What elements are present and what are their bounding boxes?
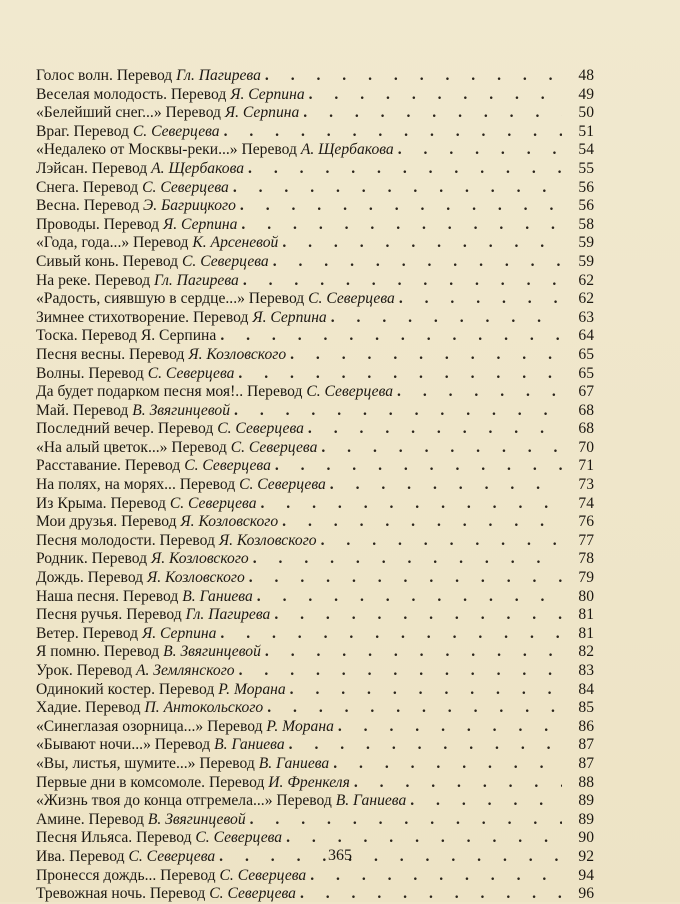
toc-entry: [36, 402, 594, 421]
entry-title: Первые дни в комсомоле. Перевод: [36, 773, 269, 791]
entry-title: Да будет подарком песня моя!.. Перевод: [36, 383, 307, 401]
entry-page-number: 77: [578, 531, 594, 549]
entry-page-number: 48: [578, 67, 594, 84]
entry-title: Последний вечер. Перевод: [36, 420, 218, 438]
entry-page-number: 56: [578, 197, 594, 215]
dot-leader: [282, 234, 562, 253]
entry-page-number: 62: [578, 271, 594, 289]
toc-entry: [36, 625, 594, 644]
entry-title: Песня ручья. Перевод: [36, 606, 186, 624]
dot-leader: [265, 643, 562, 662]
toc-entry: [36, 420, 594, 439]
entry-translator: К. Арсеневой: [192, 234, 279, 252]
entry-title: Враг. Перевод: [36, 122, 133, 140]
entry-page-number: 54: [578, 141, 594, 159]
entry-page-number: 80: [578, 587, 594, 605]
dot-leader: [239, 662, 562, 681]
dot-leader: [261, 495, 563, 514]
entry-page-number: 89: [578, 810, 594, 828]
entry-translator: С. Северцева: [219, 866, 307, 884]
dot-leader: [398, 141, 562, 160]
dot-leader: [290, 681, 562, 700]
entry-translator: С. Северцева: [209, 885, 296, 903]
entry-title: Дождь. Перевод: [36, 569, 147, 587]
dot-leader: [241, 216, 562, 235]
entry-translator: С. Северцева: [306, 383, 394, 401]
toc-entry: [36, 829, 594, 848]
entry-translator: Я. Серпина: [252, 308, 327, 326]
dot-leader: [233, 179, 562, 198]
entry-page-number: 84: [578, 680, 594, 698]
dot-leader: [321, 439, 562, 458]
entry-title: Снега. Перевод: [36, 178, 143, 196]
table-of-contents: [36, 67, 594, 904]
entry-translator: Я. Серпина: [224, 104, 300, 122]
entry-page-number: 89: [578, 792, 594, 810]
entry-translator: Э. Багрицкого: [143, 197, 236, 215]
entry-translator: В. Ганиева: [335, 792, 407, 810]
dot-leader: [282, 513, 562, 532]
dot-leader: [248, 160, 562, 179]
entry-translator: С. Северцева: [182, 252, 269, 270]
toc-entry: [36, 532, 594, 551]
dot-leader: [275, 457, 562, 476]
toc-entry: [36, 309, 594, 328]
entry-translator: С. Северцева: [169, 494, 257, 512]
toc-entry: [36, 606, 594, 625]
entry-page-number: 67: [578, 383, 594, 401]
entry-title: «Белейший снег...» Перевод: [36, 104, 225, 122]
entry-translator: В. Ганиева: [182, 587, 253, 605]
toc-entry: [36, 86, 594, 105]
toc-entry: [36, 365, 594, 384]
entry-page-number: 79: [578, 569, 594, 587]
toc-entry: [36, 755, 594, 774]
entry-title: «Синеглазая озорница...» Перевод: [36, 717, 267, 735]
dot-leader: [250, 811, 562, 830]
toc-entry: [36, 643, 594, 662]
entry-page-number: 56: [578, 178, 594, 196]
entry-page-number: 62: [578, 290, 594, 308]
entry-translator: Я. Серпина: [142, 624, 217, 642]
entry-translator: В. Звягинцевой: [132, 401, 231, 419]
entry-translator: В. Звягинцевой: [163, 643, 261, 661]
entry-title: «Жизнь твоя до конца отгремела...» Перевод: [36, 792, 336, 810]
entry-title: «На алый цветок...» Перевод: [36, 438, 231, 456]
entry-translator: И. Френкеля: [268, 773, 350, 791]
dot-leader: [354, 774, 562, 793]
dot-leader: [220, 625, 562, 644]
toc-entry: [36, 346, 594, 365]
dot-leader: [290, 346, 562, 365]
entry-page-number: 81: [578, 606, 594, 624]
entry-title: Мои друзья. Перевод: [36, 513, 181, 531]
entry-title: Я помню. Перевод: [36, 643, 164, 661]
dot-leader: [330, 476, 562, 495]
entry-page-number: 82: [578, 643, 594, 661]
entry-page-number: 63: [578, 308, 594, 326]
entry-title: «Вы, листья, шумите...» Перевод: [36, 754, 259, 772]
dot-leader: [289, 736, 562, 755]
entry-title: «Бывают ночи...» Перевод: [36, 736, 215, 754]
toc-entry: [36, 811, 594, 830]
dot-leader: [257, 588, 562, 607]
entry-translator: А. Щербакова: [300, 141, 394, 159]
entry-translator: Я. Козловского: [180, 513, 279, 531]
dot-leader: [224, 123, 562, 142]
dot-leader: [321, 532, 562, 551]
entry-page-number: 50: [578, 104, 594, 122]
entry-translator: С. Северцева: [132, 122, 220, 140]
toc-entry: [36, 699, 594, 718]
entry-title: Тоска. Перевод Я. Серпина: [36, 327, 217, 345]
entry-title: Урок. Перевод: [36, 662, 136, 679]
toc-entry: [36, 792, 594, 811]
entry-translator: А. Землянского: [135, 662, 235, 679]
entry-title: Амине. Перевод: [36, 810, 148, 828]
dot-leader: [397, 383, 562, 402]
entry-translator: С. Северцева: [230, 438, 318, 456]
entry-translator: Р. Морана: [218, 680, 286, 698]
toc-entry: [36, 272, 594, 291]
toc-entry: [36, 123, 594, 142]
entry-page-number: 92: [578, 847, 594, 865]
dot-leader: [410, 792, 562, 811]
entry-title: «Года, года...» Перевод: [36, 234, 193, 252]
dot-leader: [267, 699, 562, 718]
entry-page-number: 86: [578, 717, 594, 735]
toc-entry: [36, 476, 594, 495]
toc-entry: [36, 197, 594, 216]
entry-title: Хадие. Перевод: [36, 699, 145, 717]
entry-page-number: 59: [578, 252, 594, 270]
entry-page-number: 87: [578, 736, 594, 754]
dot-leader: [300, 885, 562, 904]
entry-page-number: 55: [578, 159, 594, 177]
entry-title: «Радость, сиявшую в сердце...» Перевод: [36, 290, 309, 308]
toc-entry: [36, 569, 594, 588]
dot-leader: [331, 309, 562, 328]
dot-leader: [309, 86, 562, 105]
entry-translator: С. Северцева: [128, 847, 216, 865]
dot-leader: [274, 606, 562, 625]
entry-title: Песня весны. Перевод: [36, 345, 189, 363]
entry-translator: Гл. Пагирева: [176, 67, 261, 84]
entry-title: Песня молодости. Перевод: [36, 531, 219, 549]
toc-entry: [36, 141, 594, 160]
entry-page-number: 87: [578, 754, 594, 772]
entry-title: Песня Ильяса. Перевод: [36, 829, 196, 847]
dot-leader: [238, 365, 562, 384]
toc-entry: [36, 718, 594, 737]
dot-leader: [310, 867, 562, 886]
entry-translator: Гл. Пагирева: [154, 271, 239, 289]
entry-title: «Недалеко от Москвы-реки...» Перевод: [36, 141, 301, 159]
toc-entry: [36, 104, 594, 123]
dot-leader: [338, 718, 562, 737]
entry-page-number: 85: [578, 699, 594, 717]
entry-page-number: 76: [578, 513, 594, 531]
entry-page-number: 71: [578, 457, 594, 475]
entry-translator: С. Северцева: [239, 476, 326, 494]
toc-entry: [36, 588, 594, 607]
toc-entry: [36, 774, 594, 793]
toc-entry: [36, 736, 594, 755]
dot-leader: [333, 755, 562, 774]
entry-page-number: 70: [578, 438, 594, 456]
entry-translator: С. Северцева: [147, 364, 235, 382]
entry-translator: В. Звягинцевой: [147, 810, 246, 828]
toc-entry: [36, 253, 594, 272]
entry-page-number: 96: [578, 885, 594, 903]
entry-translator: Р. Морана: [266, 717, 334, 735]
entry-page-number: 51: [578, 122, 594, 140]
page-number: 365: [328, 847, 352, 864]
entry-page-number: 65: [578, 345, 594, 363]
entry-translator: Я. Серпина: [163, 215, 238, 233]
entry-page-number: 58: [578, 215, 594, 233]
entry-title: Одинокий костер. Перевод: [36, 680, 219, 698]
entry-title: Весна. Перевод: [36, 197, 144, 215]
entry-translator: Я. Козловского: [150, 550, 249, 568]
entry-title: Май. Перевод: [36, 401, 133, 419]
dot-leader: [249, 569, 562, 588]
entry-title: Веселая молодость. Перевод: [36, 85, 231, 103]
entry-translator: С. Северцева: [142, 178, 229, 196]
toc-entry: [36, 457, 594, 476]
entry-translator: С. Северцева: [195, 829, 283, 847]
toc-entry: [36, 550, 594, 569]
entry-title: Голос волн. Перевод: [36, 67, 177, 84]
entry-title: Родник. Перевод: [36, 550, 151, 568]
dot-leader: [220, 327, 562, 346]
toc-entry: [36, 216, 594, 235]
toc-entry: [36, 513, 594, 532]
entry-title: Из Крыма. Перевод: [36, 494, 170, 512]
entry-page-number: 68: [578, 420, 594, 438]
toc-entry: [36, 327, 594, 346]
dot-leader: [253, 550, 562, 569]
entry-page-number: 73: [578, 476, 594, 494]
toc-entry: [36, 67, 594, 86]
dot-leader: [265, 67, 562, 86]
entry-title: Ива. Перевод: [36, 847, 129, 865]
entry-translator: П. Антокольского: [144, 699, 264, 717]
dot-leader: [399, 290, 562, 309]
entry-page-number: 83: [578, 662, 594, 679]
toc-entry: [36, 495, 594, 514]
entry-translator: Я. Козловского: [218, 531, 317, 549]
dot-leader: [303, 104, 562, 123]
dot-leader: [240, 197, 562, 216]
entry-title: Волны. Перевод: [36, 364, 148, 382]
toc-entry: [36, 383, 594, 402]
toc-entry: [36, 439, 594, 458]
entry-page-number: 74: [578, 494, 594, 512]
entry-translator: С. Северцева: [184, 457, 271, 475]
toc-entry: [36, 681, 594, 700]
toc-entry: [36, 179, 594, 198]
entry-page-number: 68: [578, 401, 594, 419]
entry-page-number: 94: [578, 866, 594, 884]
entry-title: Ветер. Перевод: [36, 624, 142, 642]
entry-translator: А. Щербакова: [151, 159, 245, 177]
entry-page-number: 78: [578, 550, 594, 568]
toc-entry: [36, 290, 594, 309]
entry-page-number: 49: [578, 85, 594, 103]
dot-leader: [234, 402, 562, 421]
entry-title: На реке. Перевод: [36, 271, 155, 289]
entry-translator: Я. Козловского: [188, 345, 287, 363]
entry-translator: С. Северцева: [308, 290, 395, 308]
entry-translator: В. Ганиева: [258, 754, 330, 772]
entry-title: Расставание. Перевод: [36, 457, 185, 475]
entry-page-number: 65: [578, 364, 594, 382]
dot-leader: [308, 420, 562, 439]
entry-page-number: 81: [578, 624, 594, 642]
entry-title: Пронесся дождь... Перевод: [36, 866, 220, 884]
entry-title: Проводы. Перевод: [36, 215, 164, 233]
toc-entry: [36, 234, 594, 253]
dot-leader: [243, 272, 562, 291]
dot-leader: [273, 253, 562, 272]
toc-entry: [36, 885, 594, 904]
toc-entry: [36, 662, 594, 681]
entry-translator: С. Северцева: [217, 420, 304, 438]
entry-page-number: 64: [578, 327, 594, 345]
entry-title: Лэйсан. Перевод: [36, 159, 152, 177]
entry-title: Наша песня. Перевод: [36, 587, 183, 605]
entry-title: На полях, на морях... Перевод: [36, 476, 240, 494]
entry-title: Зимнее стихотворение. Перевод: [36, 308, 253, 326]
entry-translator: Я. Серпина: [230, 85, 305, 103]
toc-entry: [36, 160, 594, 179]
entry-page-number: 59: [578, 234, 594, 252]
toc-entry: [36, 867, 594, 886]
entry-title: Сивый конь. Перевод: [36, 252, 183, 270]
entry-translator: Я. Козловского: [147, 569, 245, 587]
entry-page-number: 88: [578, 773, 594, 791]
dot-leader: [286, 829, 562, 848]
entry-page-number: 90: [578, 829, 594, 847]
entry-translator: Гл. Пагирева: [185, 606, 271, 624]
entry-translator: В. Ганиева: [214, 736, 285, 754]
entry-title: Тревожная ночь. Перевод: [36, 885, 210, 903]
